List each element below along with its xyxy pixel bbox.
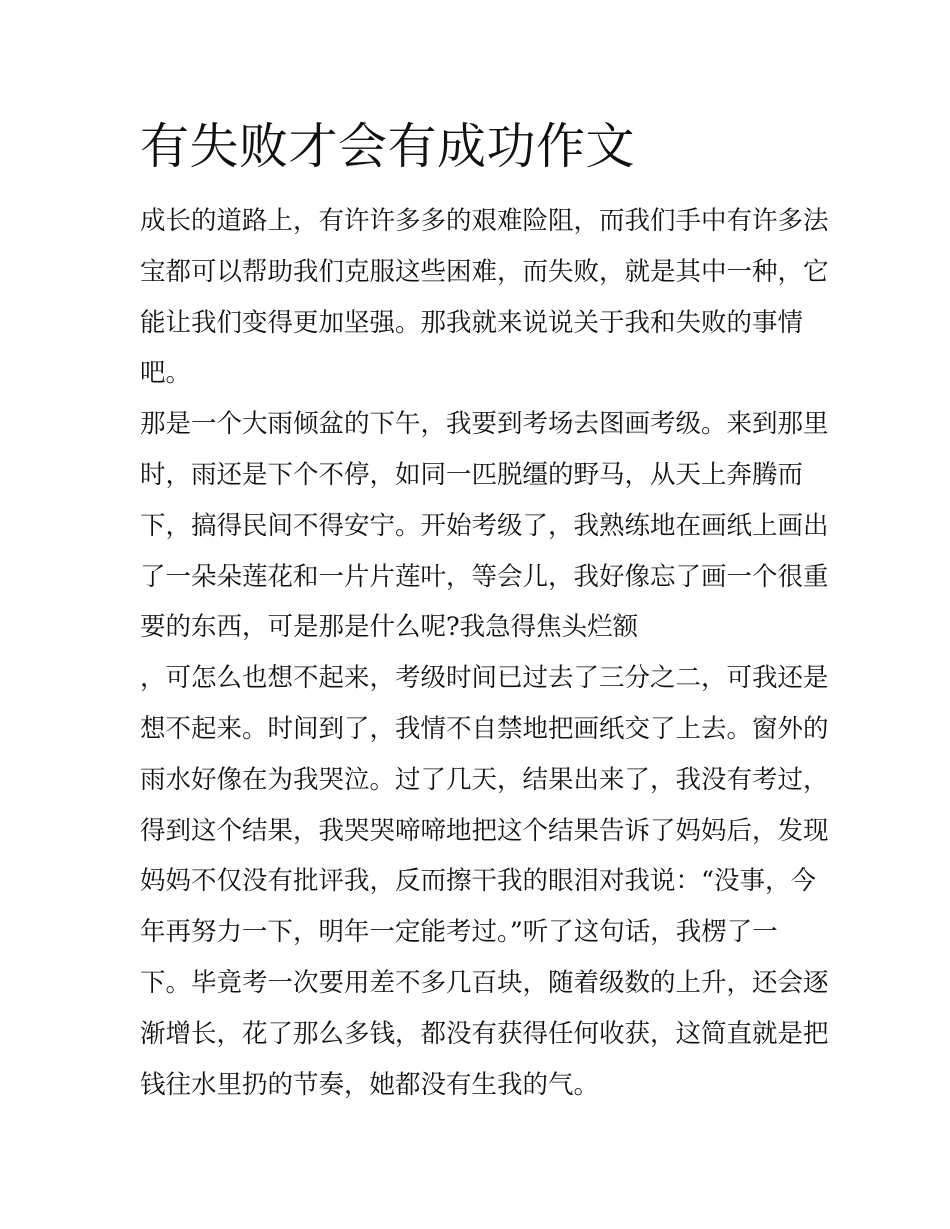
document-title: 有失败才会有成功作文 bbox=[140, 118, 636, 175]
text-line: 钱往水里扔的节奏，她都没有生我的气。 bbox=[140, 1069, 600, 1100]
text-line: 了一朵朵莲花和一片片莲叶，等会儿，我好像忘了画一个很重 bbox=[140, 561, 829, 592]
text-line: 要的东西，可是那是什么呢?我急得焦头烂额 bbox=[140, 612, 639, 643]
text-line: 下。毕竟考一次要用差不多几百块，随着级数的上升，还会逐 bbox=[140, 967, 829, 998]
text-line: 能让我们变得更加坚强。那我就来说说关于我和失败的事情 bbox=[140, 307, 804, 338]
text-line: 那是一个大雨倾盆的下午，我要到考场去图画考级。来到那里 bbox=[140, 409, 829, 440]
document-body bbox=[140, 196, 829, 1110]
text-line: 得到这个结果，我哭哭啼啼地把这个结果告诉了妈妈后，发现 bbox=[140, 815, 829, 846]
text-line: 年再努力一下，明年一定能考过。”听了这句话，我楞了一 bbox=[140, 917, 778, 948]
text-line: 吧。 bbox=[140, 358, 192, 389]
text-line: ，可怎么也想不起来，考级时间已过去了三分之二，可我还是 bbox=[140, 663, 829, 694]
text-line: 下，搞得民间不得安宁。开始考级了，我熟练地在画纸上画出 bbox=[140, 510, 829, 541]
text-line: 时，雨还是下个不停，如同一匹脱缰的野马，从天上奔腾而 bbox=[140, 459, 804, 490]
text-line: 成长的道路上，有许许多多的艰难险阻，而我们手中有许多法 bbox=[140, 206, 829, 236]
text-line: 妈妈不仅没有批评我，反而擦干我的眼泪对我说：“没事，今 bbox=[140, 866, 817, 897]
text-line: 宝都可以帮助我们克服这些困难，而失败，就是其中一种，它 bbox=[140, 256, 829, 287]
text-line: 想不起来。时间到了，我情不自禁地把画纸交了上去。窗外的 bbox=[140, 713, 829, 744]
text-line: 渐增长，花了那么多钱，都没有获得任何收获，这简直就是把 bbox=[140, 1018, 829, 1049]
text-line: 雨水好像在为我哭泣。过了几天，结果出来了，我没有考过， bbox=[140, 764, 829, 795]
